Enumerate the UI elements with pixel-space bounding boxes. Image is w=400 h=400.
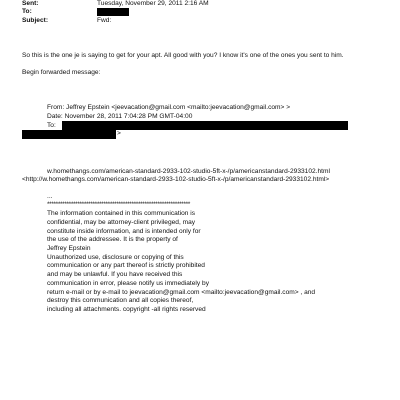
to-redaction [97,8,129,16]
message-text: So this is the one je is saying to get for your apt. All good with you? I know it's one of the ones you sent to him. [22,52,344,59]
disclaimer-line: Jeffrey Epstein [47,245,91,252]
product-link-text[interactable]: w.homethangs.com/american-standard-2933-102-studio-5ft-x-/p/americanstandard-2933102.html [47,168,330,175]
forwarded-date: Date: November 28, 2011 7:04:28 PM GMT-04:00 [47,113,193,120]
forwarded-to-label: To: [47,122,56,129]
disclaimer-line: confidential, may be attorney-client privileged, may [47,219,196,226]
subject-value: Fwd: [97,17,112,24]
sent-value: Tuesday, November 29, 2011 2:16 AM [97,0,209,7]
sent-label: Sent: [22,0,39,7]
disclaimer-line: Unauthorized use, disclosure or copying of this [47,254,184,261]
forwarded-to-redaction-2 [22,130,116,139]
disclaimer-line: communication or any part thereof is strictly prohibited [47,262,205,269]
disclaimer-line: and may be unlawful. If you have received this [47,271,183,278]
disclaimer-line: communication in error, please notify us immediately by [47,280,209,287]
forwarded-from: From: Jeffrey Epstein <jeevacation@gmail.com <mailto:jeevacation@gmail.com> > [47,104,291,111]
disclaimer-line: The information contained in this communication is [47,210,196,217]
disclaimer-line: destroy this communication and all copies thereof, [47,297,194,304]
begin-forwarded-label: Begin forwarded message: [22,69,101,76]
product-link-url[interactable]: <http://w.homethangs.com/american-standard-2933-102-studio-5ft-x-/p/americanstandard-2933102.html> [22,176,330,183]
disclaimer-line: return e-mail or by e-mail to jeevacation@gmail.com <mailto:jeevacation@gmail.com> , and [47,289,316,296]
forwarded-to-tail: > [117,130,121,137]
disclaimer-line: constitute inside information, and is intended only for [47,228,201,235]
disclaimer-line: including all attachments. copyright -all rights reserved [47,306,206,313]
subject-label: Subject: [22,17,49,24]
disclaimer-line: the use of the addressee. It is the property of [47,236,178,243]
asterisk-divider: ****************************************************************** [47,201,190,208]
forwarded-to-redaction-1 [62,121,348,130]
to-label: To: [22,8,32,15]
ellipsis: ... [47,193,53,200]
